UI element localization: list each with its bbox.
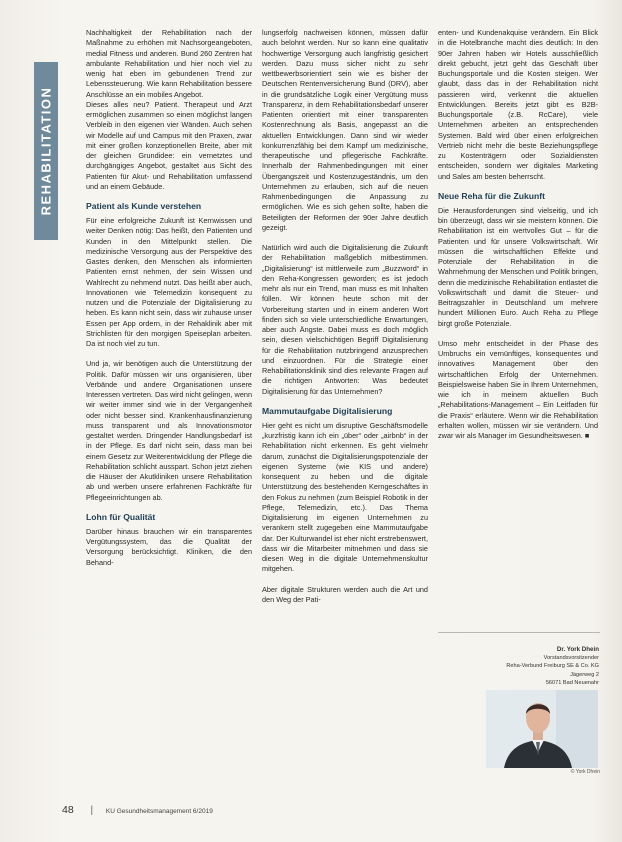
author-org: Reha-Verbund Freiburg SE & Co. KG xyxy=(506,663,599,670)
paragraph: Natürlich wird auch die Digitalisierung die Zukunft der Rehabilitation maßgeblich mitbestimmen. „Digitalisierung“ ist mittlerweile zum „Buzzword“ in den Reha-Kongressen geworden; es ist jedoch mehr als nur ein Trend, man muss es mit Inhalten füllen. Wir können heute schon mit der Vorbereitung starten und in einem anderen Wort finden sich so viele unterschiedliche Erwartungen, aber auch Ängste. Dabei muss es doch möglich sein, diesen vielschichtigen Begriff Digitalisierung für die Rehabilitation nutzbringend anzusprechen und einzuordnen. Für die Strategie einer Rehabilitationsklinik sind dies relevante Fragen auf die richtigen Antworten: Was bedeutet Digitalisierung für das Unternehmen? xyxy=(262,243,428,396)
paragraph-text: Umso mehr entscheidet in der Phase des Umbruchs ein vernünftiges, konsequentes und innovatives Management über den wirtschaftlichen Erfolg der Unternehmen. Beispielsweise haben Sie in Ihrem Unternehmen, wie ich in meinem aktuellen Buch „Rehabilitations-Management – Ein Leitfaden für die Praxis“ erläutere. Wenn wir die Rehabilitation erhalten wollen, müssen wir sie verändern. Und zwar wir als Manager im Gesundheitswesen. xyxy=(438,338,598,440)
author-name: Dr. York Dhein xyxy=(556,646,599,653)
paragraph: Aber digitale Strukturen werden auch die Art und den Weg der Pati- xyxy=(262,584,428,604)
subheading-mammutaufgabe: Mammutaufgabe Digitalisierung xyxy=(262,405,393,416)
paragraph: Darüber hinaus brauchen wir ein transparentes Vergütungssystem, das die Qualität der Versorgung berücksichtigt. Kliniken, die den Behand- xyxy=(86,526,252,567)
text-column-2 xyxy=(262,28,428,798)
paragraph: lungserfolg nachweisen können, müssen dafür auch belohnt werden. Nur so kann eine qualitativ hochwertige Versorgung auch langfristig gesichert werden. Dazu muss sicher nicht zu sehr wettbewerbsorientiert sein wie es bisher der Deutschen Rentenversicherung Bund (DRV), aber in die grundsätzliche Logik einer Vergütung muss Transparenz, in dem Rehabilitationsbedarf unserer Patienten orientiert mit einer transparenten Kostenrechnung als Basis, angepasst an die aktuellen Entwicklungen. Dann sind wir wieder konkurrenzfähig bei dem Kampf um medizinische, therapeutische und pflegerische Fachkräfte. Innerhalb der Rahmenbedingungen mit einer Übergangszeit und Kostenzugeständnis, um den Unternehmen zu erlauben, sich auf die neuen Rahmenbedingungen die Anpassung zu ermöglichen. Wie es sich gehen sollte, haben die Beteiligten der Reformen der 90er Jahre deutlich gezeigt. xyxy=(262,28,428,232)
subheading-patient: Patient als Kunde verstehen xyxy=(86,201,202,211)
author-city: 56071 Bad Neuenahr xyxy=(545,679,599,686)
text-column-3 xyxy=(438,28,598,608)
author-info xyxy=(442,646,599,687)
magazine-issue: KU Gesundheitsmanagement 6/2019 xyxy=(105,808,213,815)
author-street: Jägerweg 2 xyxy=(570,671,599,678)
paragraph: Dieses alles neu? Patient. Therapeut und Arzt ermöglichen zusammen so einen möglichst langen Verbleib in den eigenen vier Wänden. Auch sehen wir Modelle auf und Campus mit den Praxen, zwar mit einer großen konzeptionellen Breite, aber mit der gleichen Grundidee: ein vernetztes und durchgängiges Angebot, gestaltet aus Sicht des Patienten für Akut- und Rehabilitation umfassend und an einem Gebäude. xyxy=(86,99,252,191)
portrait-image xyxy=(486,690,598,768)
paragraph: Und ja, wir benötigen auch die Unterstützung der Politik. Dafür müssen wir uns organisieren, über Verbände und andere Organisationen unsere Interessen vertreten. Das wird nicht gelingen, wenn wir weiter immer sind wie in der Vergangenheit oder nicht besser sind. Krankenhausfinanzierung muss transparent und als Innovationsmotor gestaltet werden. Dringender Handlungsbedarf ist in der Pflege. Es darf nicht sein, dass man bei einem Gesetz zur Weiterentwicklung der Pflege die Rehabilitation schlicht ausspart. Schon jetzt ziehen die Häuser der Akutkliniken unsere Rehabilitation ab und werben unsere erfahrenen Fachkräfte für Pflegeeinrichtungen ab. xyxy=(86,359,252,502)
paragraph: enten- und Kundenakquise verändern. Ein Blick in die Hotelbranche macht dies deutlich: In den 90er Jahren haben wir Hotels ausschließlich direkt gebucht, jetzt geht das Geschäft über Buchungsportale und die Kosten steigen. Wer glaubt, dass das in der Rehabilitation nicht passieren wird, verkennt die aktuellen Entwicklungen. Bereits jetzt gibt es B2B-Buchungsportale (z.B. RcCare), viele Unternehmen arbeiten an entsprechenden Systemen. Bald wird über einen erfolgreichen Vertrieb nicht mehr die beste Beziehungspflege zu Kostenträgern oder Sozialdiensten entscheiden, sondern wer digitales Marketing und Sales am besten beherrscht. xyxy=(438,28,598,181)
section-tab xyxy=(34,62,58,240)
footer-separator: | xyxy=(90,805,94,816)
author-role: Vorstandsvorsitzender xyxy=(543,655,599,662)
paragraph: Hier geht es nicht um disruptive Geschäftsmodelle „kurzfristig kann ich ein „über“ oder „airbnb“ in der Rehabilitation nicht erkennen. Es geht vielmehr darum, zunächst die Digitalisierungspotenziale der eigenen Systeme (wie KIS und andere) konsequent zu heben und die digitale Unterstützung des bestehenden Kerngeschäftes in den Fokus zu nehmen (zum Beispiel Robotik in der Pflege, Telemedizin, etc.). Das Thema Digitalisierung im eigenen Unternehmen zu verankern stellt zugegeben eine Mammutaufgabe dar. Der Kulturwandel ist eher nicht erstrebenswert, dass wir die Mitarbeiter mitnehmen und dass sie diesen Weg in die digitale Unternehmenskultur mitgehen. xyxy=(262,420,428,574)
page-number: 48 xyxy=(62,804,74,816)
paragraph: Die Herausforderungen sind vielseitig, und ich bin überzeugt, dass wir sie meistern können. Die Rehabilitation ist ein wertvolles Gut – für die Patienten und für unsere Volkswirtschaft. Wir müssen die wirtschaftlichen Effekte und Potenziale der Rehabilitation in die Wahrnehmung der Menschen und Politik bringen, denn die medizinische Rehabilitation entlastet die Volkswirtschaft und damit die Steuer- und Beitragszahler in Deutschland um mehrere hundert Millionen Euro. Auch Reha zu Pflege birgt große Potenziale. xyxy=(438,205,598,328)
section-label: REHABILITATION xyxy=(38,86,54,216)
subheading-lohn: Lohn für Qualität xyxy=(86,511,156,522)
end-mark: ■ xyxy=(584,431,590,440)
author-photo xyxy=(486,690,598,768)
paragraph: Nachhaltigkeit der Rehabilitation nach der Maßnahme zu erhöhen mit Nachsorgeangeboten, medial Fitness und anderen. Bund 260 Zentren hat ambulante Rehabilitation und hier noch viel zu wenig hat eben im gebundenen Trend zur Lebenssteuerung. Wie kann Rehabilitation bessere Anschlüsse an ein mobiles Angebot. xyxy=(86,28,252,99)
paragraph xyxy=(438,339,598,442)
text-column-1 xyxy=(86,28,252,798)
page-footer xyxy=(62,804,213,816)
divider xyxy=(438,632,600,633)
subheading-neue-reha: Neue Reha für die Zukunft xyxy=(438,190,545,201)
paragraph: Für eine erfolgreiche Zukunft ist Kernwissen und weiter Denken nötig: Das heißt, den Patienten und Kunden in den Mittelpunkt stellen. Die medizinische Versorgung aus der Perspektive des Gastes denken, den Menschen als informierten Patienten ernst nehmen, der sein Wissen und Wahlrecht zu nehmend nutzt. Das heißt aber auch, Innovationen wie Telemedizin konsequent zu nutzen und die Potenziale der Digitalisierung zu heben. Es kann nicht sein, dass wir zuhause unser Essen per App ordern, in der Rehaklinik aber mit Strichlisten für den morgigen Speiseplan arbeiten. Da ist noch viel zu tun. xyxy=(86,216,252,348)
photo-credit: © York Dhein xyxy=(570,769,600,775)
